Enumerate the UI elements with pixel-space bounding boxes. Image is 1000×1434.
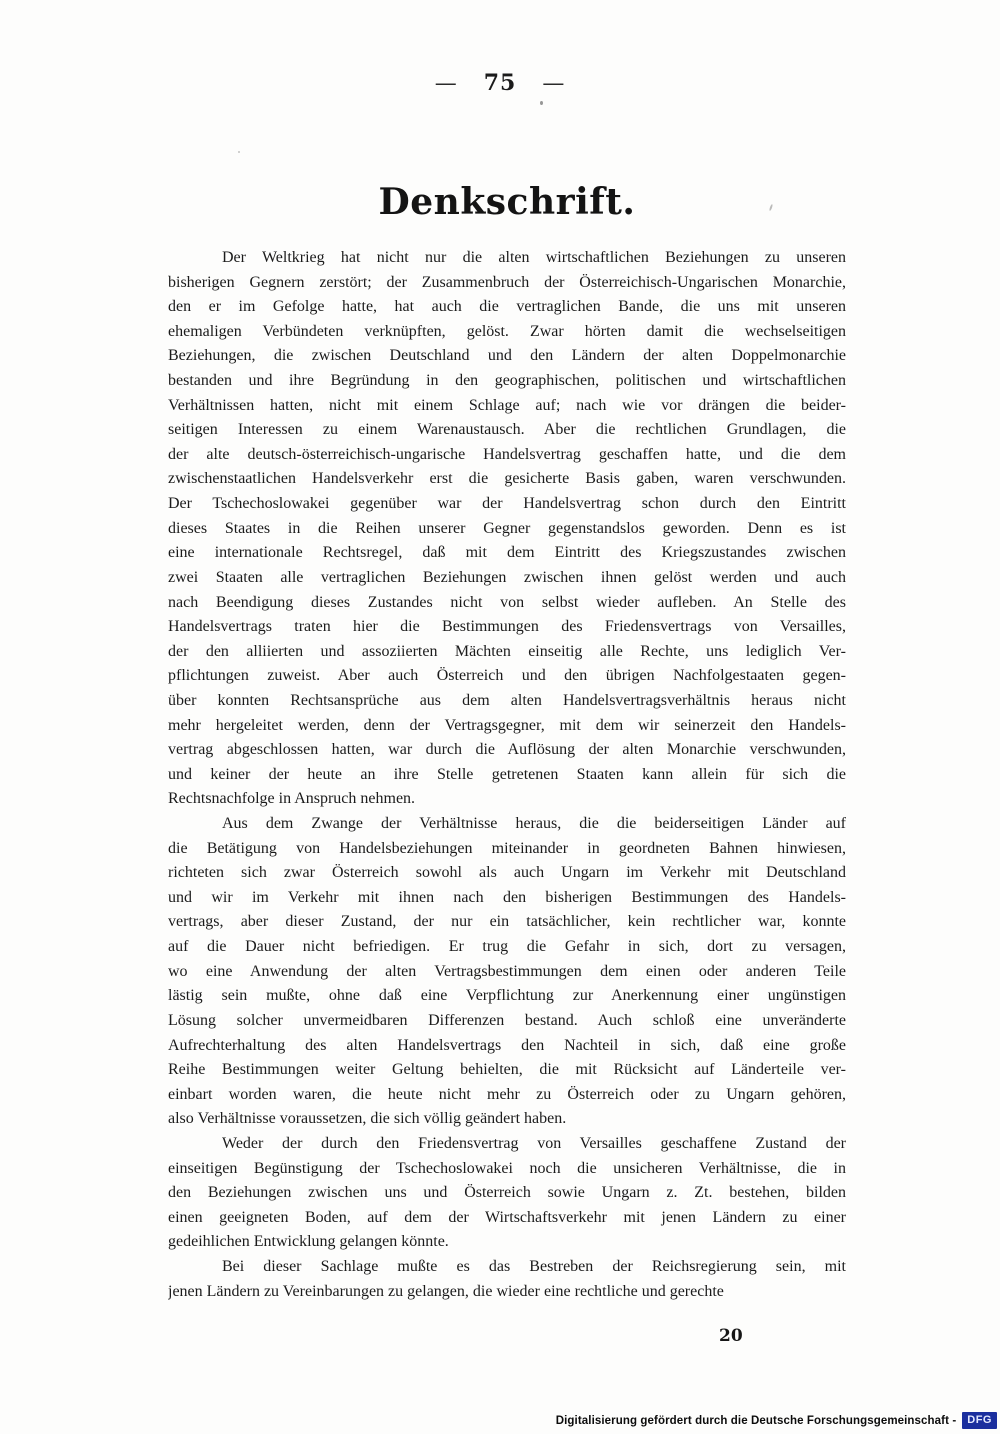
scan-speck xyxy=(540,101,543,105)
text-line: Bei dieser Sachlage mußte es das Bestreben der Reichsregierung sein, mit xyxy=(222,1257,846,1275)
text-line: vertrags, aber dieser Zustand, der nur ein tatsächlicher, kein rechtlicher war, konnte xyxy=(168,913,846,931)
text-line: Reihe Bestimmungen weiter Geltung behielten, die mit Rücksicht auf Länderteile ver- xyxy=(168,1061,846,1079)
digitization-footer xyxy=(556,1412,997,1429)
text-line: Aufrechterhaltung des alten Handelsvertrags den Nachteil in sich, daß eine große xyxy=(168,1036,846,1054)
text-line: einseitigen Begünstigung der Tschechoslowakei noch die unsicheren Verhältnisse, die in xyxy=(168,1159,846,1177)
text-line: Rechtsnachfolge in Anspruch nehmen. xyxy=(168,790,416,808)
text-line: über konnten Rechtsansprüche aus dem alten Handelsvertragsverhältnis heraus nicht xyxy=(168,691,846,709)
text-line: der den alliierten und assoziierten Mächten einseitig alle Rechte, uns lediglich Ver- xyxy=(168,642,846,660)
text-line: wo eine Anwendung der alten Vertragsbestimmungen dem einen oder anderen Teile xyxy=(168,962,846,980)
text-line: Handelsvertrags traten hier die Bestimmungen des Friedensvertrags von Versailles, xyxy=(168,618,846,636)
text-line: zwischenstaatlichen Handelsverkehr erst die gesicherte Basis gaben, waren verschwunden. xyxy=(168,470,846,488)
text-line: Beziehungen, die zwischen Deutschland und den Ländern der alten Doppelmonarchie xyxy=(168,347,846,365)
text-line: gedeihlichen Entwicklung gelangen könnte. xyxy=(168,1233,449,1251)
page-number-value: 75 xyxy=(483,70,517,96)
text-line: zwei Staaten alle vertraglichen Beziehungen zwischen ihnen gelöst werden und auch xyxy=(168,568,846,586)
text-line: einen geeigneten Boden, auf dem der Wirtschaftsverkehr mit jenen Ländern zu einer xyxy=(168,1208,846,1226)
text-line: pflichtungen zuweist. Aber auch Österreich und den übrigen Nachfolgestaaten gegen- xyxy=(168,667,846,685)
text-line: und wir im Verkehr mit ihnen nach den bisherigen Bestimmungen des Handels- xyxy=(168,888,846,906)
page-number xyxy=(0,70,1000,96)
text-line: und keiner der heute an ihre Stelle getretenen Staaten kann allein für sich die xyxy=(168,765,846,783)
footer-text: Digitalisierung gefördert durch die Deutsche Forschungsgemeinschaft - xyxy=(555,1414,957,1427)
document-title: Denkschrift. xyxy=(378,181,636,223)
text-line: einbart worden waren, die heute nicht mehr zu Österreich oder zu Ungarn gehören, xyxy=(168,1085,846,1103)
text-line: mehr hergeleitet werden, denn der Vertragsgegner, mit dem wir seinerzeit den Handels- xyxy=(168,716,846,734)
text-line: Aus dem Zwange der Verhältnisse heraus, die die beiderseitigen Länder auf xyxy=(222,815,846,833)
text-line: Lösung solcher unvermeidbaren Differenzen bestand. Auch schloß eine unveränderte xyxy=(168,1011,846,1029)
text-line: lästig sein mußte, ohne daß eine Verpflichtung zur Anerkennung einer ungünstigen xyxy=(168,987,846,1005)
scan-speck xyxy=(238,151,240,153)
text-line: der alte deutsch-österreichisch-ungarische Handelsvertrag geschaffen hatte, und die dem xyxy=(168,445,846,463)
document-body xyxy=(168,246,846,1304)
text-line: dieses Staates in die Reihen unserer Gegner gegenstandslos geworden. Denn es ist xyxy=(168,519,846,537)
text-line: Weder der durch den Friedensvertrag von Versailles geschaffene Zustand der xyxy=(222,1134,846,1152)
dfg-logo: DFG xyxy=(962,1412,997,1429)
text-line: auf die Dauer nicht befriedigen. Er trug die Gefahr in sich, dort zu versagen, xyxy=(168,938,846,956)
text-line: jenen Ländern zu Vereinbarungen zu gelangen, die wieder eine rechtliche und gerechte xyxy=(168,1282,724,1300)
text-line: bisherigen Gegnern zerstört; der Zusammenbruch der Österreichisch-Ungarischen Monarchie, xyxy=(168,273,846,291)
signature-mark: 20 xyxy=(719,1326,743,1346)
text-line: also Verhältnisse voraussetzen, die sich völlig geändert haben. xyxy=(168,1110,567,1128)
text-line: Der Weltkrieg hat nicht nur die alten wirtschaftlichen Beziehungen zu unseren xyxy=(222,249,846,266)
page-number-dash-right: — xyxy=(542,70,566,96)
text-line: den Beziehungen zwischen uns und Österreich sowie Ungarn z. Zt. bestehen, bilden xyxy=(168,1184,846,1202)
text-line: ehemaligen Verbündeten verknüpften, gelöst. Zwar hörten damit die wechselseitigen xyxy=(168,322,846,340)
text-line: nach Beendigung dieses Zustandes nicht von selbst wieder aufleben. An Stelle des xyxy=(168,593,846,611)
text-line: richteten sich zwar Österreich sowohl als auch Ungarn im Verkehr mit Deutschland xyxy=(168,864,846,882)
text-line: Der Tschechoslowakei gegenüber war der Handelsvertrag schon durch den Eintritt xyxy=(168,495,846,513)
page-number-dash-left: — xyxy=(434,70,458,96)
text-line: Verhältnissen hatten, nicht mit einem Schlage auf; nach wie vor drängen die beider- xyxy=(168,396,846,414)
text-line: die Betätigung von Handelsbeziehungen miteinander in geordneten Bahnen hinwiesen, xyxy=(168,839,846,857)
text-line: bestanden und ihre Begründung in den geographischen, politischen und wirtschaftlichen xyxy=(168,372,846,390)
text-line: seitigen Interessen zu einem Warenaustausch. Aber die rechtlichen Grundlagen, die xyxy=(168,421,846,439)
text-line: eine internationale Rechtsregel, daß mit dem Eintritt des Kriegszustandes zwischen xyxy=(168,544,846,562)
text-line: den er im Gefolge hatte, hat auch die vertraglichen Bande, die uns mit unseren xyxy=(168,298,846,316)
text-line: vertrag abgeschlossen hatten, war durch die Auflösung der alten Monarchie verschwunden, xyxy=(168,741,846,759)
